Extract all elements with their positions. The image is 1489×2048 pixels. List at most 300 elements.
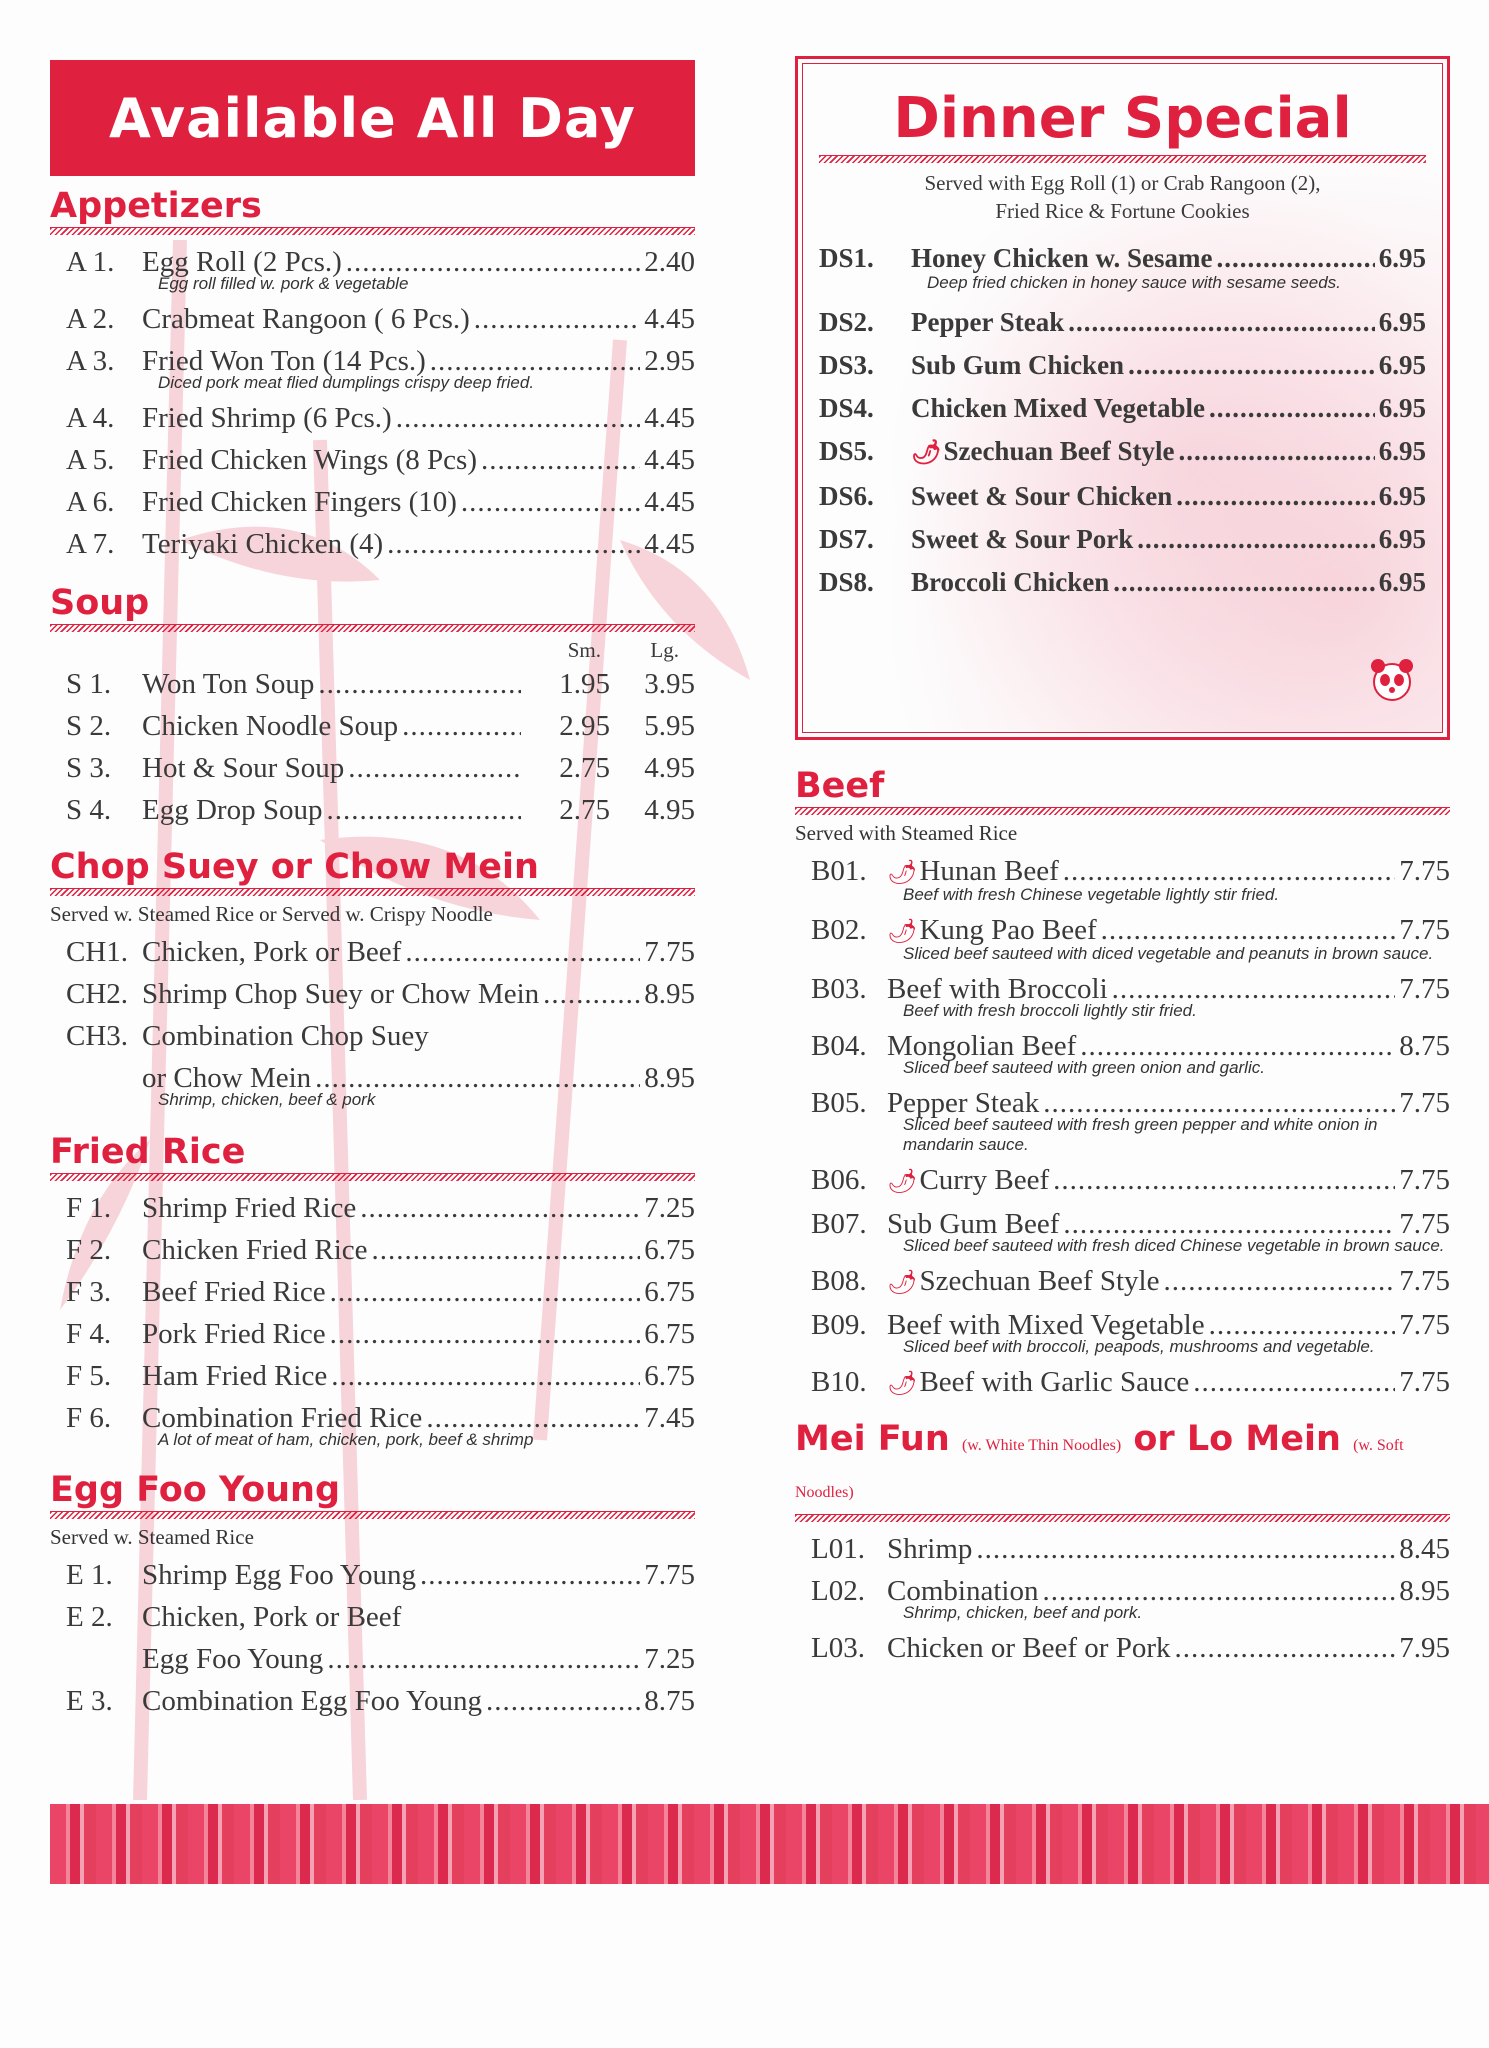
item-name-wrap: [911, 518, 1133, 561]
item-price: 7.75: [644, 1559, 695, 1591]
item-description: Beef with fresh Chinese vegetable lightly stir fried.: [903, 885, 1280, 904]
item-price: 6.95: [1378, 350, 1426, 380]
item-code: B01.: [811, 855, 867, 887]
item-name-wrap: [142, 1313, 326, 1355]
item-price: 7.75: [1399, 914, 1450, 946]
leader-dots: [461, 481, 640, 523]
menu-item: [819, 301, 1426, 344]
item-name: Chicken or Beef or Pork: [887, 1632, 1171, 1664]
chili-pepper-icon: 🌶: [887, 1371, 918, 1397]
item-name: Szechuan Beef Style: [943, 436, 1175, 466]
leader-dots: [1163, 1260, 1395, 1302]
menu-item: [50, 973, 695, 1015]
item-code: B06.: [811, 1164, 867, 1196]
section-rule: [50, 1511, 695, 1519]
price-large: 3.95: [644, 668, 695, 700]
item-name-wrap: [142, 439, 477, 481]
menu-item: [50, 1229, 695, 1271]
chili-pepper-icon: 🌶: [911, 440, 942, 466]
item-prices: [525, 747, 695, 789]
price-small: 2.75: [559, 752, 610, 784]
item-name: Combination Fried Rice: [142, 1402, 423, 1434]
item-price: 2.40: [644, 246, 695, 278]
item-code: F 3.: [66, 1276, 112, 1308]
leader-dots: [1193, 1361, 1395, 1403]
item-code: DS4.: [819, 393, 874, 423]
item-code: B10.: [811, 1366, 867, 1398]
soup-section: [50, 583, 695, 831]
item-description: Beef with fresh broccoli lightly stir fried.: [903, 1001, 1197, 1020]
item-name-wrap: [142, 1271, 326, 1313]
item-name-wrap: [887, 1361, 1189, 1405]
item-name-wrap: [142, 663, 314, 705]
item-code: DS8.: [819, 567, 874, 597]
leader-dots: [1175, 1627, 1396, 1669]
item-name: Pork Fried Rice: [142, 1318, 326, 1350]
item-code: DS6.: [819, 481, 874, 511]
egg-foo-young-list: [50, 1554, 695, 1722]
item-name: Crabmeat Rangoon ( 6 Pcs.): [142, 303, 470, 335]
item-code: S 4.: [66, 794, 112, 826]
item-name: Sub Gum Beef: [887, 1208, 1060, 1240]
item-description: A lot of meat of ham, chicken, pork, beef & shrimp: [158, 1430, 534, 1449]
menu-item: [50, 1187, 695, 1229]
item-price: 8.45: [1399, 1533, 1450, 1565]
item-description: Sliced beef sauteed with fresh green pepper and white onion in mandarin sauce.: [903, 1115, 1378, 1154]
section-rule: [50, 1173, 695, 1181]
panda-icon: [1364, 652, 1420, 708]
item-code: F 6.: [66, 1402, 112, 1434]
item-name: Hot & Sour Soup: [142, 752, 345, 784]
item-name-wrap: [887, 1627, 1171, 1669]
item-code: E 3.: [66, 1685, 113, 1717]
size-small-label: Sm.: [567, 638, 601, 662]
price-large: 4.95: [644, 752, 695, 784]
leader-dots: [481, 439, 640, 481]
right-column: [795, 56, 1450, 1669]
menu-item: [50, 931, 695, 973]
leader-dots: [318, 663, 521, 705]
leader-dots: [1209, 387, 1375, 430]
item-price: 7.75: [1399, 1208, 1450, 1240]
item-code: B02.: [811, 914, 867, 946]
appetizers-title: Appetizers: [50, 186, 262, 226]
item-prices: [525, 705, 695, 747]
chili-pepper-icon: 🌶: [887, 919, 918, 945]
item-price: 8.95: [1399, 1575, 1450, 1607]
fried-rice-title: Fried Rice: [50, 1132, 246, 1172]
item-code: DS2.: [819, 307, 874, 337]
item-code: B07.: [811, 1208, 867, 1240]
item-name: Sweet & Sour Chicken: [911, 481, 1173, 511]
item-name-wrap: [142, 973, 539, 1015]
item-name: Chicken Fried Rice: [142, 1234, 368, 1266]
leader-dots: [1176, 475, 1374, 518]
item-code: S 2.: [66, 710, 112, 742]
item-name: Egg Roll (2 Pcs.): [142, 246, 342, 278]
chop-suey-list: [50, 931, 695, 1110]
item-code: A 5.: [66, 444, 115, 476]
mei-fun-list: [795, 1528, 1450, 1669]
item-price: 7.75: [644, 936, 695, 968]
item-code: DS1.: [819, 243, 874, 273]
leader-dots: [1068, 301, 1375, 344]
soup-list: [50, 663, 695, 831]
item-price: 6.75: [644, 1276, 695, 1308]
leader-dots: [1053, 1159, 1395, 1201]
menu-item: [819, 430, 1426, 475]
item-name: Ham Fried Rice: [142, 1360, 328, 1392]
item-name: Combination Chop Suey: [142, 1020, 429, 1052]
dinner-special-subtitle: [819, 169, 1426, 225]
item-code: A 7.: [66, 528, 115, 560]
item-price: 7.25: [644, 1192, 695, 1224]
item-price: 8.75: [644, 1685, 695, 1717]
price-small: 1.95: [559, 668, 610, 700]
item-code: A 1.: [66, 246, 115, 278]
item-name-wrap: [911, 475, 1172, 518]
item-price: 6.95: [1378, 436, 1426, 466]
lo-mein-title: or Lo Mein: [1133, 1419, 1341, 1459]
menu-item: [819, 518, 1426, 561]
item-price: 8.95: [644, 1062, 695, 1094]
item-name: Curry Beef: [919, 1164, 1050, 1196]
item-code: S 1.: [66, 668, 112, 700]
leader-dots: [1178, 430, 1374, 473]
item-code: A 3.: [66, 345, 115, 377]
item-code: DS3.: [819, 350, 874, 380]
soup-size-headers: [50, 638, 695, 663]
dinner-special-sub-line-1: Served with Egg Roll (1) or Crab Rangoon (2),: [924, 171, 1321, 195]
beef-title: Beef: [795, 766, 885, 806]
item-description: Shrimp, chicken, beef and pork.: [903, 1603, 1143, 1622]
menu-item: [50, 663, 695, 705]
menu-item: [50, 1015, 695, 1057]
item-name: Pepper Steak: [911, 307, 1065, 337]
dinner-special-box: [795, 56, 1450, 740]
item-price: 6.95: [1378, 481, 1426, 511]
item-code: L01.: [811, 1533, 865, 1565]
menu-item: [50, 705, 695, 747]
leader-dots: [326, 789, 521, 831]
egg-foo-young-section: [50, 1470, 695, 1722]
menu-item: [50, 1271, 695, 1313]
chili-pepper-icon: 🌶: [887, 1169, 918, 1195]
item-name: Broccoli Chicken: [911, 567, 1110, 597]
leader-dots: [331, 1355, 640, 1397]
soup-title: Soup: [50, 583, 150, 623]
menu-item: [795, 1361, 1450, 1405]
leader-dots: [1113, 561, 1375, 604]
item-price: 4.45: [644, 402, 695, 434]
item-name: Teriyaki Chicken (4): [142, 528, 384, 560]
section-rule: [819, 155, 1426, 163]
item-code: B04.: [811, 1030, 867, 1062]
item-name: Shrimp Egg Foo Young: [142, 1559, 416, 1591]
item-name-wrap: [887, 1260, 1159, 1304]
item-code: F 1.: [66, 1192, 112, 1224]
menu-item: [50, 1554, 695, 1596]
beef-subtitle: Served with Steamed Rice: [795, 821, 1018, 845]
item-price: 6.75: [644, 1360, 695, 1392]
dinner-special-list: [819, 237, 1426, 604]
leader-dots: [360, 1187, 640, 1229]
item-code: E 1.: [66, 1559, 113, 1591]
menu-item: [819, 475, 1426, 518]
item-price: 7.75: [1399, 1309, 1450, 1341]
appetizers-list: [50, 241, 695, 565]
item-name: Szechuan Beef Style: [919, 1265, 1160, 1297]
item-price: 6.75: [644, 1318, 695, 1350]
item-description: Shrimp, chicken, beef & pork: [158, 1090, 376, 1109]
menu-item: [50, 523, 695, 565]
item-name-wrap: [911, 430, 1174, 475]
menu-item: [795, 1260, 1450, 1304]
item-name-wrap: [142, 789, 322, 831]
item-name: Egg Drop Soup: [142, 794, 323, 826]
item-name: Fried Shrimp (6 Pcs.): [142, 402, 392, 434]
item-code: B05.: [811, 1087, 867, 1119]
item-description: Diced pork meat flied dumplings crispy deep fried.: [158, 373, 535, 392]
item-prices: [525, 663, 695, 705]
lo-mein-note: (w. Soft Noodles): [795, 1437, 1404, 1501]
item-price: 7.75: [1399, 1265, 1450, 1297]
item-description: Sliced beef sauteed with diced vegetable and peanuts in brown sauce.: [903, 944, 1434, 963]
menu-item: [819, 387, 1426, 430]
menu-item: [50, 298, 695, 340]
item-name: Honey Chicken w. Sesame: [911, 243, 1213, 273]
item-name-wrap: [142, 1229, 368, 1271]
item-prices: [525, 789, 695, 831]
item-name: Shrimp Chop Suey or Chow Mein: [142, 978, 540, 1010]
item-name: Won Ton Soup: [142, 668, 315, 700]
leader-dots: [543, 973, 640, 1015]
item-name-wrap: [142, 747, 344, 789]
section-rule: [795, 1514, 1450, 1522]
dinner-special-sub-line-2: Fried Rice & Fortune Cookies: [995, 199, 1250, 223]
menu-item: [50, 747, 695, 789]
item-name-wrap: [142, 1355, 327, 1397]
item-name-wrap: [911, 561, 1109, 604]
item-name: Combination Egg Foo Young: [142, 1685, 482, 1717]
item-name-wrap: [142, 1015, 429, 1057]
menu-item: [819, 561, 1426, 604]
leader-dots: [420, 1554, 640, 1596]
item-description: Deep fried chicken in honey sauce with sesame seeds.: [927, 273, 1341, 292]
appetizers-section: [50, 186, 695, 565]
item-name: Combination: [887, 1575, 1039, 1607]
menu-item: [795, 1159, 1450, 1203]
chop-suey-title: Chop Suey or Chow Mein: [50, 847, 539, 887]
chili-pepper-icon: 🌶: [887, 860, 918, 886]
item-name: Chicken, Pork or Beef: [142, 1601, 402, 1633]
item-price: 6.95: [1378, 243, 1426, 273]
item-code: L02.: [811, 1575, 865, 1607]
item-price: 4.45: [644, 528, 695, 560]
item-code: B09.: [811, 1309, 867, 1341]
item-code: L03.: [811, 1632, 865, 1664]
item-name: Fried Won Ton (14 Pcs.): [142, 345, 426, 377]
item-name: Sweet & Sour Pork: [911, 524, 1134, 554]
item-name: Fried Chicken Wings (8 Pcs): [142, 444, 477, 476]
size-large-label: Lg.: [650, 638, 679, 662]
left-column: [50, 60, 695, 1722]
item-name: Pepper Steak: [887, 1087, 1040, 1119]
menu-item: [50, 1313, 695, 1355]
item-name-wrap: [142, 1554, 416, 1596]
leader-dots: [330, 1271, 641, 1313]
leader-dots: [474, 298, 640, 340]
item-description: Sliced beef sauteed with green onion and garlic.: [903, 1058, 1265, 1077]
mei-fun-note: (w. White Thin Noodles): [961, 1437, 1122, 1454]
item-name-wrap: [142, 1596, 401, 1638]
item-name: Mongolian Beef: [887, 1030, 1077, 1062]
item-price: 4.45: [644, 444, 695, 476]
menu-item: [795, 1627, 1450, 1669]
item-price: 7.25: [644, 1643, 695, 1675]
item-code: A 2.: [66, 303, 115, 335]
item-name-wrap: [911, 344, 1124, 387]
item-code: CH3.: [66, 1020, 129, 1052]
leader-dots: [402, 705, 521, 747]
item-price: 2.95: [644, 345, 695, 377]
mei-fun-title-a: Mei Fun: [795, 1419, 950, 1459]
item-name-wrap: [142, 1680, 482, 1722]
item-name-line-2: or Chow Mein: [142, 1062, 312, 1094]
menu-item: [819, 344, 1426, 387]
item-name: Chicken, Pork or Beef: [142, 936, 402, 968]
menu-item: [50, 1355, 695, 1397]
item-code: B08.: [811, 1265, 867, 1297]
item-code: DS7.: [819, 524, 874, 554]
section-rule: [50, 888, 695, 896]
item-price: 6.95: [1378, 567, 1426, 597]
item-price: 4.45: [644, 303, 695, 335]
item-price: 7.75: [1399, 1366, 1450, 1398]
item-name-wrap: [887, 1159, 1049, 1203]
item-name-wrap: [911, 387, 1205, 430]
menu-item: [795, 1528, 1450, 1570]
item-name: Beef with Broccoli: [887, 973, 1108, 1005]
item-code: A 6.: [66, 486, 115, 518]
leader-dots: [348, 747, 521, 789]
available-all-day-banner: Available All Day: [50, 60, 695, 176]
item-name: Sub Gum Chicken: [911, 350, 1125, 380]
egg-foo-young-subtitle: Served w. Steamed Rice: [50, 1525, 254, 1549]
leader-dots: [486, 1680, 640, 1722]
leader-dots: [405, 931, 640, 973]
mei-fun-section: [795, 1419, 1450, 1669]
menu-item: [50, 789, 695, 831]
fried-rice-list: [50, 1187, 695, 1450]
price-small: 2.75: [559, 794, 610, 826]
item-description: Egg roll filled w. pork & vegetable: [158, 274, 409, 293]
menu-item: [50, 1680, 695, 1722]
item-price: 6.95: [1378, 524, 1426, 554]
item-name-wrap: [887, 1528, 972, 1570]
egg-foo-young-title: Egg Foo Young: [50, 1470, 341, 1510]
leader-dots: [396, 397, 641, 439]
item-name-wrap: [142, 481, 457, 523]
chili-pepper-icon: 🌶: [887, 1270, 918, 1296]
dinner-special-inner: [802, 63, 1443, 733]
item-price: 7.75: [1399, 855, 1450, 887]
item-name: Kung Pao Beef: [919, 914, 1097, 946]
item-code: DS5.: [819, 436, 874, 466]
item-price: 7.75: [1399, 973, 1450, 1005]
mei-fun-title: [795, 1419, 1450, 1513]
item-name: Beef Fried Rice: [142, 1276, 326, 1308]
price-large: 5.95: [644, 710, 695, 742]
item-name-wrap: [142, 931, 401, 973]
item-code: B03.: [811, 973, 867, 1005]
item-name: Chicken Noodle Soup: [142, 710, 399, 742]
menu-item: [50, 1596, 695, 1638]
item-code: CH1.: [66, 936, 129, 968]
beef-section: [795, 766, 1450, 1405]
item-name-wrap: [142, 705, 398, 747]
menu-item: [50, 439, 695, 481]
leader-dots: [327, 1638, 640, 1680]
price-small: 2.95: [559, 710, 610, 742]
chop-suey-subtitle: Served w. Steamed Rice or Served w. Crispy Noodle: [50, 902, 493, 926]
item-code: A 4.: [66, 402, 115, 434]
item-price: 7.75: [1399, 1087, 1450, 1119]
item-price: 6.95: [1378, 393, 1426, 423]
item-name: Beef with Garlic Sauce: [919, 1366, 1190, 1398]
item-code: F 2.: [66, 1234, 112, 1266]
item-price: 8.75: [1399, 1030, 1450, 1062]
item-code: E 2.: [66, 1601, 113, 1633]
section-rule: [50, 624, 695, 632]
item-code: CH2.: [66, 978, 129, 1010]
item-name: Chicken Mixed Vegetable: [911, 393, 1205, 423]
leader-dots: [387, 523, 640, 565]
item-price: 6.95: [1378, 307, 1426, 337]
item-name: Beef with Mixed Vegetable: [887, 1309, 1205, 1341]
item-description: Sliced beef with broccoli, peapods, mushrooms and vegetable.: [903, 1337, 1375, 1356]
item-name-wrap: [142, 397, 392, 439]
section-rule: [50, 227, 695, 235]
beef-list: [795, 850, 1450, 1405]
item-name-wrap: [911, 301, 1064, 344]
leader-dots: [1128, 344, 1375, 387]
fried-rice-section: [50, 1132, 695, 1450]
item-name: Shrimp Fried Rice: [142, 1192, 357, 1224]
item-code: F 5.: [66, 1360, 112, 1392]
item-name: Fried Chicken Fingers (10): [142, 486, 457, 518]
item-name: Hunan Beef: [919, 855, 1059, 887]
item-description: Sliced beef sauteed with fresh diced Chinese vegetable in brown sauce.: [903, 1236, 1445, 1255]
dinner-special-title: Dinner Special: [893, 86, 1352, 151]
menu-item: [50, 481, 695, 523]
menu-item-continued: [50, 1638, 695, 1680]
item-price: 7.95: [1399, 1632, 1450, 1664]
item-name-line-2: Egg Foo Young: [142, 1643, 324, 1675]
menu-item: [50, 397, 695, 439]
item-price: 8.95: [644, 978, 695, 1010]
item-name: Shrimp: [887, 1533, 973, 1565]
chop-suey-section: [50, 847, 695, 1110]
item-name-wrap: [142, 298, 470, 340]
leader-dots: [976, 1528, 1395, 1570]
leader-dots: [372, 1229, 641, 1271]
leader-dots: [330, 1313, 641, 1355]
bamboo-footer-band: [50, 1804, 1489, 1884]
item-price: 7.75: [1399, 1164, 1450, 1196]
leader-dots: [1137, 518, 1375, 561]
item-name-wrap: [142, 523, 383, 565]
